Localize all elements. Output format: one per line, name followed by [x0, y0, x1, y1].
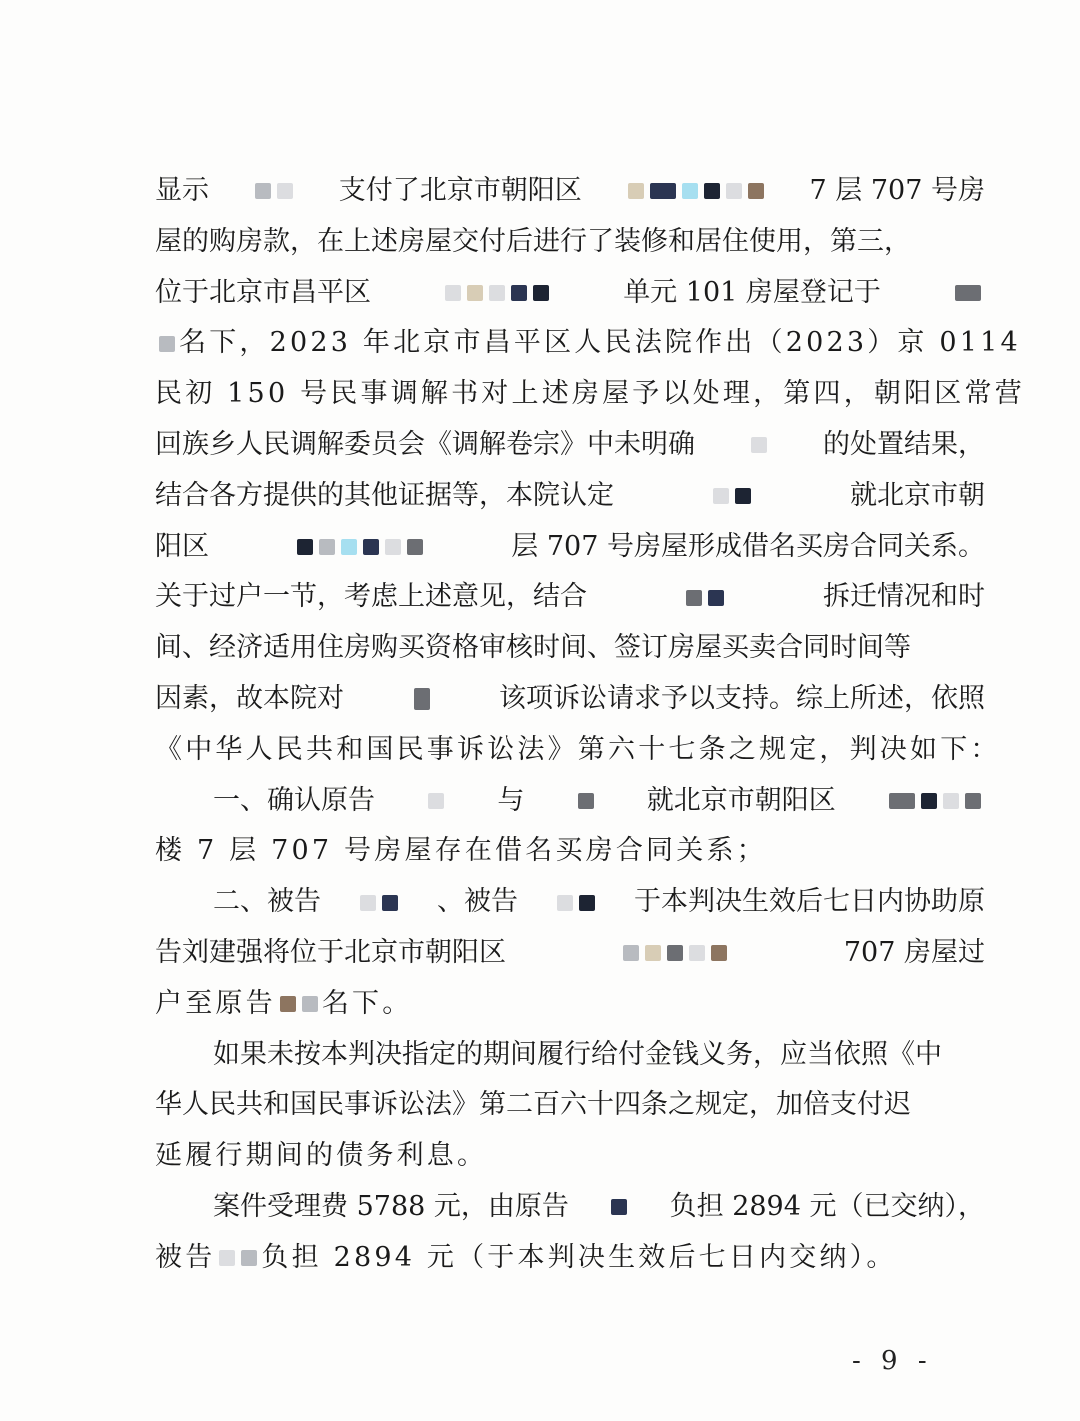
- text-segment: 与: [497, 784, 525, 816]
- text-segment: 《中华人民共和国民事诉讼法》第六十七条之规定，判决如下：: [155, 733, 1001, 765]
- redacted-name: [410, 684, 434, 714]
- text-segment: 延履行期间的债务利息。: [155, 1140, 488, 1172]
- page-number: - 9 -: [852, 1346, 933, 1376]
- text-segment: 负担 2894 元（于本判决生效后七日内交纳）。: [261, 1241, 897, 1273]
- text-line: [155, 572, 985, 623]
- text-segment: 华人民共和国民事诉讼法》第二百六十四条之规定，加倍支付迟: [155, 1089, 911, 1121]
- redacted-name: [276, 989, 322, 1019]
- text-segment: 名下，2023 年北京市昌平区人民法院作出（2023）京 0114: [179, 327, 1021, 359]
- text-segment: 被告: [155, 1241, 216, 1273]
- text-line: [155, 979, 985, 1030]
- text-segment: 户至原告: [155, 987, 276, 1019]
- redacted-address: [441, 278, 553, 308]
- text-segment: 关于过户一节，考虑上述意见，结合: [155, 581, 587, 613]
- text-line: [155, 1182, 985, 1233]
- text-segment: 拆迁情况和时: [823, 581, 985, 613]
- text-segment: 如果未按本判决指定的期间履行给付金钱义务，应当依照《中: [213, 1038, 942, 1070]
- redacted-address: [885, 786, 985, 816]
- text-segment: 层 707 号房屋形成借名买房合同关系。: [511, 530, 985, 562]
- text-segment: 二、被告: [213, 886, 321, 918]
- text-line: [155, 318, 1021, 369]
- redacted-address: [624, 176, 768, 206]
- text-segment: 就北京市朝阳区: [646, 784, 836, 816]
- text-line: [155, 522, 985, 573]
- text-segment: 、被告: [437, 886, 518, 918]
- text-line: [155, 776, 985, 827]
- text-line: [155, 369, 1025, 420]
- text-line: [155, 725, 1001, 776]
- redacted-name: [682, 583, 728, 613]
- redacted-name: [951, 278, 985, 308]
- text-line: [155, 1233, 985, 1284]
- text-segment: 负担 2894 元（已交纳），: [669, 1190, 985, 1222]
- text-segment: 7 层 707 号房: [809, 175, 985, 206]
- text-line: [155, 420, 985, 471]
- text-segment: 间、经济适用住房购买资格审核时间、签订房屋买卖合同时间等: [155, 632, 911, 664]
- redacted-name: [747, 430, 771, 460]
- redacted-address: [619, 938, 731, 968]
- text-line: [155, 1080, 985, 1131]
- text-line: [155, 877, 985, 928]
- text-segment: 名下。: [321, 987, 413, 1019]
- text-line: [155, 623, 985, 674]
- text-segment: 告刘建强将位于北京市朝阳区: [155, 936, 506, 968]
- redacted-name: [607, 1192, 631, 1222]
- text-segment: 就北京市朝: [850, 479, 985, 511]
- text-line: [155, 1131, 985, 1182]
- text-line: [155, 928, 985, 979]
- text-line: [155, 674, 985, 725]
- text-segment: 该项诉讼请求予以支持。综上所述，依照: [499, 682, 985, 714]
- text-segment: 一、确认原告: [213, 784, 375, 816]
- text-segment: 位于北京市昌平区: [155, 276, 371, 308]
- text-segment: 案件受理费 5788 元，由原告: [213, 1190, 569, 1222]
- text-line: [155, 826, 985, 877]
- text-segment: 楼 7 层 707 号房屋存在借名买房合同关系；: [155, 835, 767, 867]
- redacted-name: [251, 176, 297, 206]
- redacted-name: [155, 329, 179, 359]
- text-line: [155, 268, 985, 319]
- text-line: [155, 217, 985, 268]
- text-segment: 民初 150 号民事调解书对上述房屋予以处理，第四，朝阳区常营: [155, 378, 1025, 410]
- redacted-name: [574, 786, 598, 816]
- text-segment: 707 房屋过: [843, 936, 985, 968]
- text-segment: 显示: [155, 175, 209, 206]
- text-segment: 单元 101 房屋登记于: [623, 276, 881, 308]
- text-segment: 结合各方提供的其他证据等，本院认定: [155, 479, 614, 511]
- text-segment: 阳区: [155, 530, 209, 562]
- redacted-name: [215, 1243, 261, 1273]
- redacted-name: [553, 888, 599, 918]
- redacted-name: [709, 481, 755, 511]
- text-line: [155, 166, 985, 217]
- text-segment: 屋的购房款，在上述房屋交付后进行了装修和居住使用，第三，: [155, 225, 911, 257]
- text-segment: 支付了北京市朝阳区: [338, 175, 582, 206]
- text-segment: 于本判决生效后七日内协助原: [634, 886, 985, 918]
- text-line: [155, 1030, 985, 1081]
- text-segment: 的处置结果，: [823, 428, 985, 460]
- redacted-address: [293, 532, 427, 562]
- redacted-name: [424, 786, 448, 816]
- judgment-body-text: [155, 166, 1025, 1284]
- text-segment: 因素，故本院对: [155, 682, 344, 714]
- text-segment: 回族乡人民调解委员会《调解卷宗》中未明确: [155, 428, 695, 460]
- text-line: [155, 471, 985, 522]
- redacted-name: [356, 888, 402, 918]
